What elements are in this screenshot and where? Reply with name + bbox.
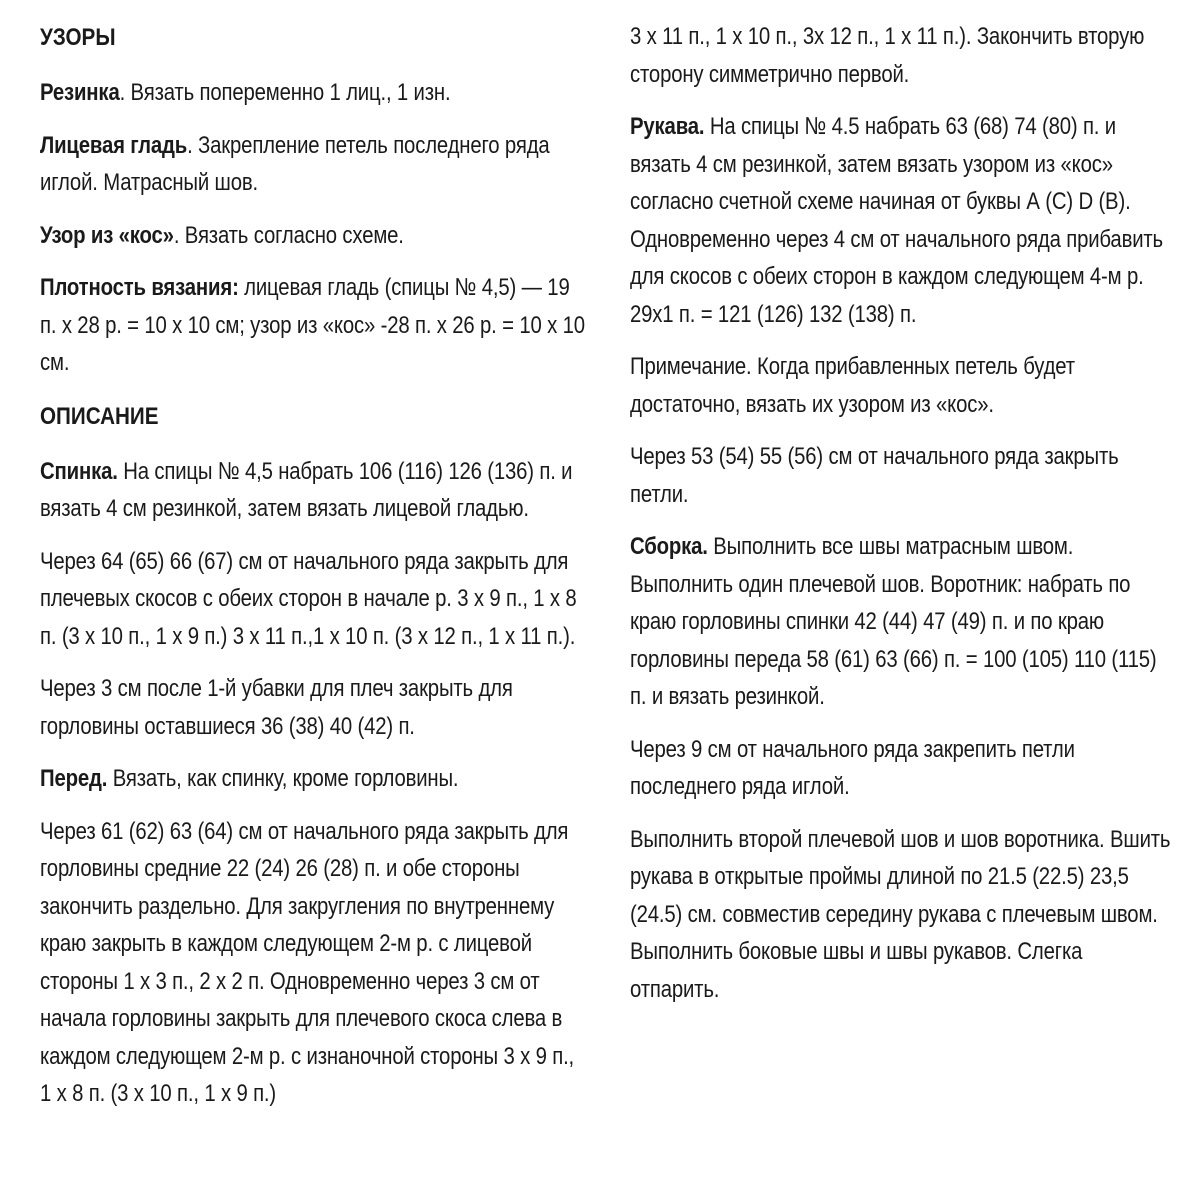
patterns-heading: УЗОРЫ [40,24,116,51]
right-column [630,18,1175,1023]
assembly-label: Сборка. [630,533,708,560]
cables-label: Узор из «кос» [40,221,174,249]
sleeves-label: Рукава. [630,113,705,140]
back-neck-paragraph: Через 3 см после 1-й убавки для плеч закрыть для горловины оставшиеся 36 (38) 40 (42) п. [40,675,513,740]
front-label: Перед. [40,765,108,792]
stockinette-label: Лицевая гладь [40,131,188,159]
sleeves-end-paragraph: Через 53 (54) 55 (56) см от начального ряда закрыть петли. [630,443,1119,508]
finishing-paragraph: Выполнить второй плечевой шов и шов воротника. Вшить рукава в открытые проймы длиной по 21.5 (22.5) 23,5 (24.5) см. совместив середину рукава с плечевым швом. Выполнить боковые швы и швы рукавов. Слегка отпарить. [630,825,1171,1003]
gauge-text: лицевая гладь (спицы № 4,5) — 19 п. х 28 р. = 10 х 10 см; узор из «кос» -28 п. х 26 р. = 10 х 10 см. [40,274,585,376]
front-neck-paragraph: Через 61 (62) 63 (64) см от начального ряда закрыть для горловины средние 22 (24) 26 (28) п. и обе стороны закончить раздельно. Для закругления по внутреннему краю закрыть в каждом следующем 2-м р. с лицевой стороны 1 х 3 п., 2 х 2 п. Одновременно через 3 см от начала горловины закрыть для плечевого скоса слева в каждом следующем 2-м р. с изнаночной стороны 3 х 9 п., 1 х 8 п. (3 х 10 п., 1 х 9 п.) [40,817,575,1107]
collar-end-paragraph: Через 9 см от начального ряда закрепить петли последнего ряда иглой. [630,735,1075,800]
gauge-paragraph [40,269,585,382]
gauge-label: Плотность вязания: [40,274,239,301]
left-column [40,18,585,1128]
front-text: Вязать, как спинку, кроме горловины. [107,765,459,792]
stockinette-text: . Закрепление петель последнего ряда иглой. Матрасный шов. [40,131,550,196]
rib-label: Резинка [40,79,120,106]
back-shoulders-paragraph: Через 64 (65) 66 (67) см от начального ряда закрыть для плечевых скосов с обеих сторон в начале р. 3 х 9 п., 1 х 8 п. (3 х 10 п., 1 х 9 п.) 3 х 11 п.,1 х 10 п. (3 х 12 п., 1 х 11 п.). [40,547,577,650]
assembly-paragraph [630,528,1175,716]
front-continued-paragraph: 3 х 11 п., 1 х 10 п., 3х 12 п., 1 х 11 п.). Закончить вторую сторону симметрично первой. [630,23,1145,88]
cables-text: . Вязать согласно схеме. [173,221,404,249]
stockinette-paragraph [40,127,585,202]
back-paragraph [40,453,585,528]
rib-paragraph [40,74,585,112]
description-heading: ОПИСАНИЕ [40,402,159,430]
rib-text: . Вязать попеременно 1 лиц., 1 изн. [119,79,451,106]
assembly-text: Выполнить все швы матрасным швом. Выполнить один плечевой шов. Воротник: набрать по краю горловины спинки 42 (44) 47 (49) п. и по краю горловины переда 58 (61) 63 (66) п. = 100 (105) 110 (115) п. и вязать резинкой. [630,533,1157,710]
front-paragraph [40,760,585,798]
sleeves-text: На спицы № 4.5 набрать 63 (68) 74 (80) п. и вязать 4 см резинкой, затем вязать узором из «кос» согласно счетной схеме начиная от буквы А (С) D (В). Одновременно через 4 см от начального ряда прибавить для скосов с обеих сторон в каждом следующем 4-м р. 29х1 п. = 121 (126) 132 (138) п. [630,113,1163,328]
sleeves-paragraph [630,108,1175,333]
cables-paragraph [40,217,585,255]
back-text: На спицы № 4,5 набрать 106 (116) 126 (136) п. и вязать 4 см резинкой, затем вязать лицевой гладью. [40,457,573,522]
note-paragraph: Примечание. Когда прибавленных петель будет достаточно, вязать их узором из «кос». [630,353,1075,418]
back-label: Спинка. [40,457,118,485]
